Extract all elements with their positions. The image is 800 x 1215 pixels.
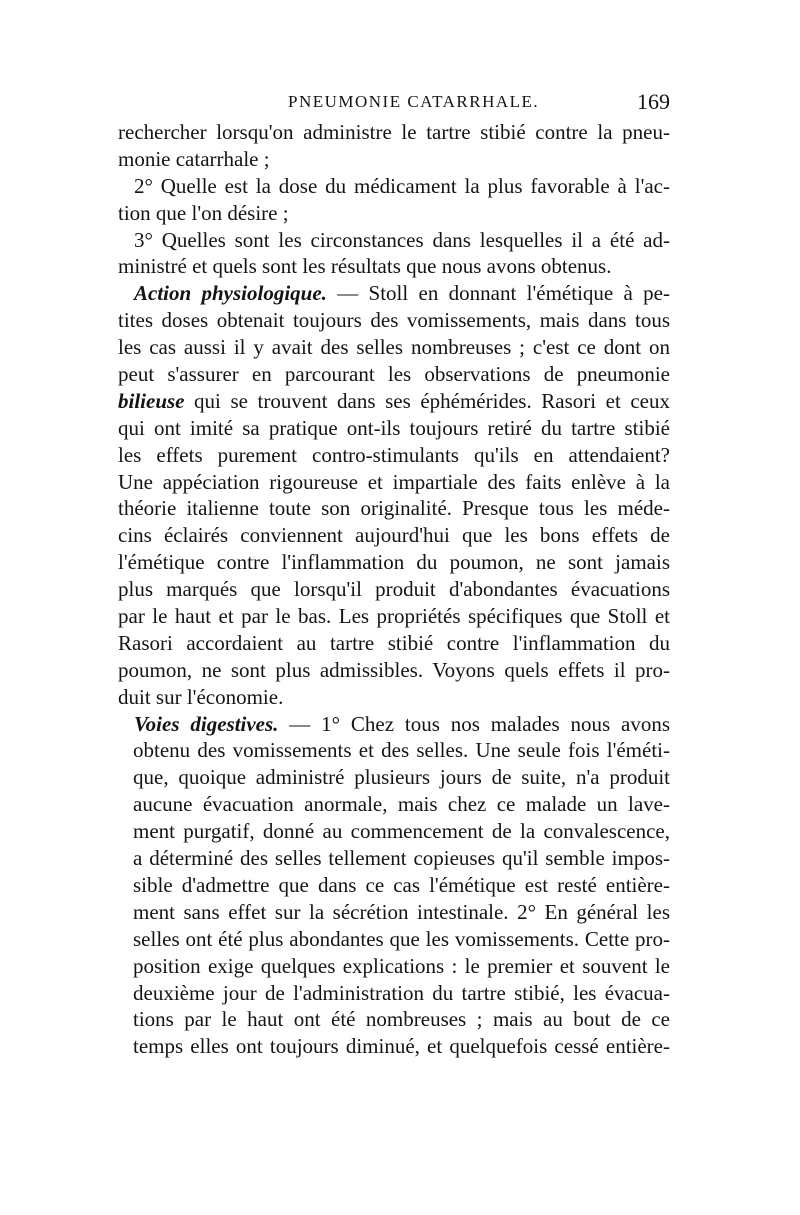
section-heading-action-physiologique: Action physiologique.: [134, 281, 327, 306]
text-line: 3° Quelles sont les circonstances dans lesquelles il a été ad-: [134, 227, 670, 252]
body-text: [118, 119, 670, 1060]
text-line: plus marqués que lorsqu'il produit d'abondantes évacuations: [118, 577, 670, 602]
page-header: [118, 89, 670, 120]
text-line: tites doses obtenait toujours des vomissements, mais dans tous: [118, 308, 670, 333]
italic-term: bilieuse: [118, 388, 185, 413]
page-number: 169: [637, 89, 670, 114]
text-line: peut s'assurer en parcourant les observations de pneumonie: [118, 362, 670, 387]
text-line: par le haut et par le bas. Les propriétés spécifiques que Stoll et: [118, 604, 670, 629]
text-line: théorie italienne toute son originalité. Presque tous les méde-: [118, 496, 670, 521]
text-line: ment purgatif, donné au commencement de la convalescence,: [133, 819, 670, 844]
text-line: l'émétique contre l'inflammation du poumon, ne sont jamais: [118, 550, 670, 575]
text-line: les cas aussi il y avait des selles nombreuses ; c'est ce dont on: [118, 335, 670, 360]
text-line: ministré et quels sont les résultats que nous avons obtenus.: [118, 254, 612, 279]
text-line: cins éclairés conviennent aujourd'hui que les bons effets de: [118, 523, 670, 548]
text-line: selles ont été plus abondantes que les vomissements. Cette pro-: [133, 926, 670, 951]
text-line: deuxième jour de l'administration du tartre stibié, les évacua-: [133, 980, 670, 1005]
text-line: poumon, ne sont plus admissibles. Voyons quels effets il pro-: [118, 657, 670, 682]
text-line: position exige quelques explications : le premier et souvent le: [133, 953, 670, 978]
text-line: tions par le haut ont été nombreuses ; mais au bout de ce: [133, 1007, 670, 1032]
text-line: duit sur l'économie.: [118, 684, 284, 709]
text-line: 2° Quelle est la dose du médicament la plus favorable à l'ac-: [134, 173, 670, 198]
text-line: temps elles ont toujours diminué, et quelquefois cessé entière-: [133, 1034, 670, 1059]
text-line: les effets purement contro-stimulants qu'ils en attendaient?: [118, 442, 670, 467]
text-line: ment sans effet sur la sécrétion intestinale. 2° En général les: [133, 899, 670, 924]
text-line: qui ont imité sa pratique ont-ils toujours retiré du tartre stibié: [118, 415, 670, 440]
text-line: aucune évacuation anormale, mais chez ce malade un lave-: [133, 792, 670, 817]
text-line: rechercher lorsqu'on administre le tartre stibié contre la pneu-: [118, 120, 670, 144]
text-line: Rasori accordaient au tartre stibié contre l'inflammation du: [118, 630, 670, 655]
text-line: [118, 280, 670, 307]
running-title: PNEUMONIE CATARRHALE.: [288, 92, 540, 111]
text-line: a déterminé des selles tellement copieuses qu'il semble impos-: [133, 846, 670, 871]
text-span: — Stoll en donnant l'émétique à pe-: [326, 281, 670, 306]
text-line: tion que l'on désire ;: [118, 200, 289, 225]
text-line: monie catarrhale ;: [118, 146, 270, 171]
text-span: qui se trouvent dans ses éphémérides. Rasori et ceux: [184, 388, 670, 413]
section-heading-voies-digestives: Voies digestives.: [134, 711, 279, 736]
text-span: — 1° Chez tous nos malades nous avons: [278, 711, 670, 736]
text-line: Une appéciation rigoureuse et impartiale des faits enlève à la: [118, 469, 670, 494]
text-line: sible d'admettre que dans ce cas l'émétique est resté entière-: [133, 872, 670, 897]
text-line: que, quoique administré plusieurs jours de suite, n'a produit: [133, 765, 670, 790]
text-line: [118, 388, 670, 415]
text-line: [118, 711, 670, 738]
text-line: obtenu des vomissements et des selles. Une seule fois l'éméti-: [133, 738, 670, 763]
